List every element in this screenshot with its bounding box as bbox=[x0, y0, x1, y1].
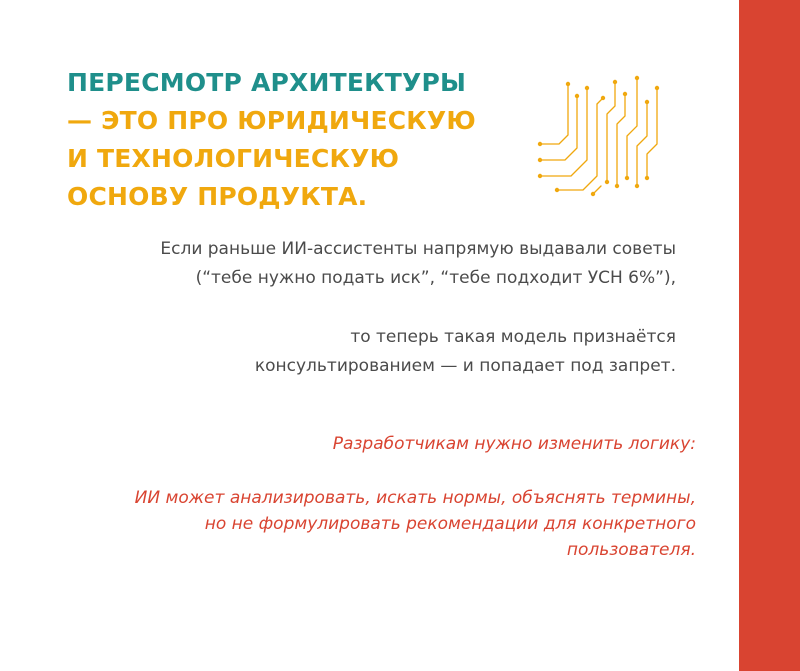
body-paragraph-2-line-1: то теперь такая модель признаётся bbox=[350, 327, 676, 347]
accent-paragraph-line-1: ИИ может анализировать, искать нормы, объяснять термины, bbox=[134, 488, 696, 508]
body-paragraph-1-line-1: Если раньше ИИ-ассистенты напрямую выдавали советы bbox=[160, 239, 676, 259]
red-side-bar bbox=[739, 0, 800, 671]
headline-line-1: ПЕРЕСМОТР АРХИТЕКТУРЫ bbox=[67, 68, 467, 97]
headline-line-4: ОСНОВУ ПРОДУКТА. bbox=[67, 182, 368, 211]
accent-paragraph bbox=[135, 485, 696, 563]
body-paragraph-2-line-2: консультированием — и попадает под запрет. bbox=[254, 356, 676, 376]
body-paragraph-1-line-2: (“тебе нужно подать иск”, “тебе подходит УСН 6%”), bbox=[195, 268, 676, 288]
circuit-lines-icon bbox=[535, 74, 665, 199]
body-paragraph-1 bbox=[160, 235, 676, 293]
accent-lead bbox=[333, 431, 696, 457]
headline bbox=[67, 64, 537, 216]
headline-line-2: — ЭТО ПРО ЮРИДИЧЕСКУЮ bbox=[67, 106, 476, 135]
body-paragraph-2 bbox=[255, 323, 676, 381]
accent-paragraph-line-3: пользователя. bbox=[566, 540, 696, 560]
accent-paragraph-line-2: но не формулировать рекомендации для конкретного bbox=[204, 514, 696, 534]
accent-lead-text: Разработчикам нужно изменить логику: bbox=[332, 434, 696, 454]
headline-line-3: И ТЕХНОЛОГИЧЕСКУЮ bbox=[67, 144, 400, 173]
